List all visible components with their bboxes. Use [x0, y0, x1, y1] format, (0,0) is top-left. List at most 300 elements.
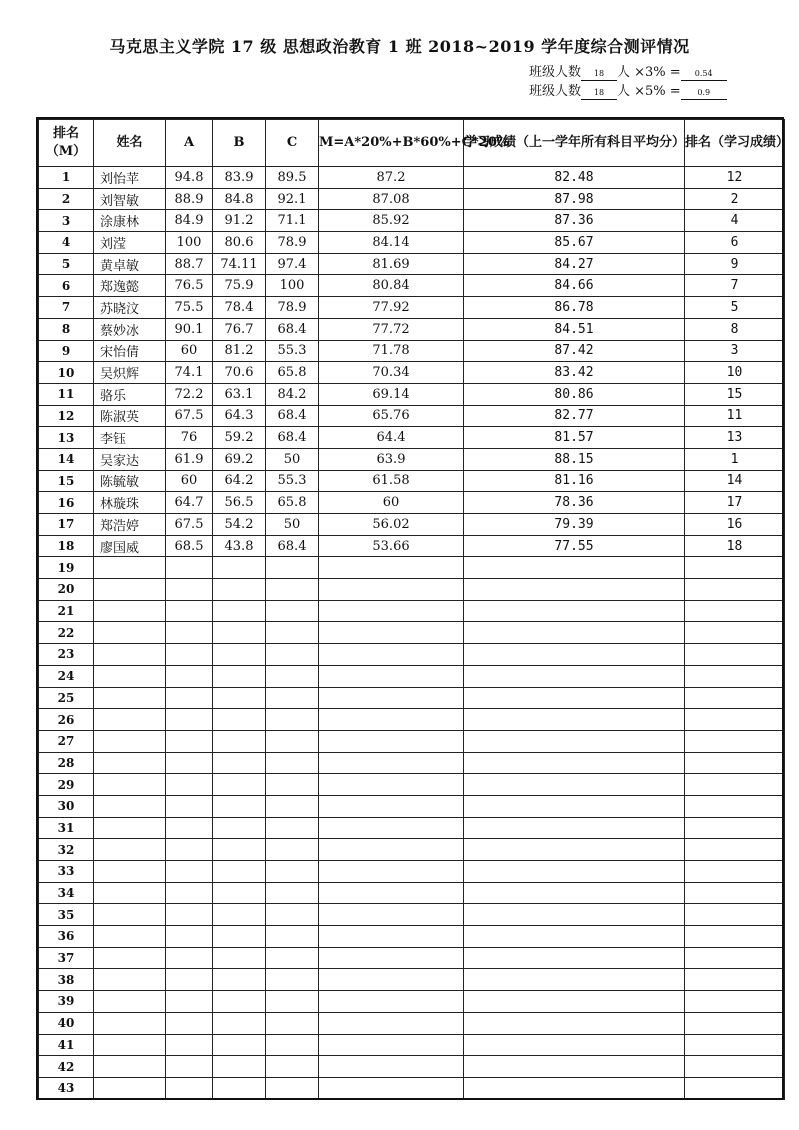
- table-row: [39, 383, 785, 405]
- empty-cell: [94, 752, 166, 774]
- study-rank-cell: 3: [685, 340, 785, 362]
- rank-cell: 20: [39, 579, 94, 601]
- c-cell: 68.4: [266, 427, 319, 449]
- empty-table-row: [39, 839, 785, 861]
- empty-cell: [464, 817, 685, 839]
- study-score-cell: 81.16: [464, 470, 685, 492]
- class-size-blank: 18: [581, 68, 617, 81]
- header-rank-m: 排名（M）: [39, 120, 94, 167]
- empty-table-row: [39, 644, 785, 666]
- empty-cell: [464, 687, 685, 709]
- empty-cell: [685, 795, 785, 817]
- empty-cell: [685, 1056, 785, 1078]
- name-cell: 陈毓敏: [94, 470, 166, 492]
- empty-table-row: [39, 969, 785, 991]
- rank-cell: 2: [39, 188, 94, 210]
- study-score-cell: 77.55: [464, 535, 685, 557]
- b-cell: 80.6: [213, 232, 266, 254]
- empty-cell: [94, 687, 166, 709]
- empty-table-row: [39, 817, 785, 839]
- study-rank-cell: 5: [685, 297, 785, 319]
- empty-cell: [94, 557, 166, 579]
- empty-cell: [685, 991, 785, 1013]
- empty-cell: [266, 1034, 319, 1056]
- name-cell: 廖国威: [94, 535, 166, 557]
- empty-cell: [166, 600, 213, 622]
- empty-table-row: [39, 1012, 785, 1034]
- c-cell: 55.3: [266, 340, 319, 362]
- empty-cell: [213, 926, 266, 948]
- empty-table-row: [39, 1056, 785, 1078]
- empty-cell: [464, 795, 685, 817]
- empty-cell: [166, 644, 213, 666]
- c-cell: 100: [266, 275, 319, 297]
- empty-cell: [319, 752, 464, 774]
- a-cell: 88.7: [166, 253, 213, 275]
- empty-cell: [464, 861, 685, 883]
- table-row: [39, 253, 785, 275]
- rank-cell: 27: [39, 730, 94, 752]
- rank-cell: 16: [39, 492, 94, 514]
- m-cell: 60: [319, 492, 464, 514]
- evaluation-table: [38, 119, 790, 1100]
- b-cell: 83.9: [213, 167, 266, 189]
- empty-cell: [213, 947, 266, 969]
- study-rank-cell: 18: [685, 535, 785, 557]
- empty-table-row: [39, 730, 785, 752]
- formula-prefix: 班级人数: [529, 84, 582, 99]
- rank-cell: 24: [39, 665, 94, 687]
- study-rank-cell: 16: [685, 514, 785, 536]
- empty-table-row: [39, 752, 785, 774]
- empty-cell: [213, 730, 266, 752]
- empty-cell: [464, 709, 685, 731]
- empty-cell: [464, 622, 685, 644]
- m-cell: 80.84: [319, 275, 464, 297]
- empty-cell: [266, 926, 319, 948]
- empty-cell: [213, 752, 266, 774]
- a-cell: 94.8: [166, 167, 213, 189]
- empty-cell: [685, 861, 785, 883]
- c-cell: 71.1: [266, 210, 319, 232]
- empty-cell: [266, 752, 319, 774]
- empty-cell: [464, 579, 685, 601]
- name-cell: 刘智敏: [94, 188, 166, 210]
- empty-cell: [319, 969, 464, 991]
- c-cell: 50: [266, 514, 319, 536]
- rank-cell: 3: [39, 210, 94, 232]
- m-cell: 53.66: [319, 535, 464, 557]
- empty-cell: [464, 1077, 685, 1099]
- rank-cell: 40: [39, 1012, 94, 1034]
- empty-table-row: [39, 991, 785, 1013]
- header-study-score: 学习成绩（上一学年所有科目平均分）: [464, 120, 685, 167]
- empty-cell: [685, 579, 785, 601]
- empty-cell: [266, 817, 319, 839]
- name-cell: 蔡妙冰: [94, 318, 166, 340]
- study-score-cell: 87.36: [464, 210, 685, 232]
- empty-cell: [266, 904, 319, 926]
- m-cell: 69.14: [319, 383, 464, 405]
- a-cell: 74.1: [166, 362, 213, 384]
- empty-cell: [685, 622, 785, 644]
- rank-cell: 39: [39, 991, 94, 1013]
- rank-cell: 42: [39, 1056, 94, 1078]
- empty-cell: [213, 665, 266, 687]
- a-cell: 84.9: [166, 210, 213, 232]
- a-cell: 64.7: [166, 492, 213, 514]
- empty-cell: [166, 752, 213, 774]
- empty-cell: [464, 926, 685, 948]
- name-cell: 吴炽辉: [94, 362, 166, 384]
- a-cell: 76.5: [166, 275, 213, 297]
- rank-cell: 11: [39, 383, 94, 405]
- table-row: [39, 210, 785, 232]
- empty-cell: [213, 882, 266, 904]
- empty-cell: [94, 644, 166, 666]
- empty-cell: [464, 1056, 685, 1078]
- c-cell: 55.3: [266, 470, 319, 492]
- m-cell: 56.02: [319, 514, 464, 536]
- empty-cell: [213, 1077, 266, 1099]
- b-cell: 91.2: [213, 210, 266, 232]
- empty-cell: [319, 687, 464, 709]
- rank-cell: 18: [39, 535, 94, 557]
- empty-table-row: [39, 947, 785, 969]
- empty-cell: [166, 904, 213, 926]
- name-cell: 骆乐: [94, 383, 166, 405]
- a-cell: 76: [166, 427, 213, 449]
- b-cell: 76.7: [213, 318, 266, 340]
- rank-cell: 14: [39, 448, 94, 470]
- empty-cell: [319, 839, 464, 861]
- empty-cell: [685, 687, 785, 709]
- study-score-cell: 87.98: [464, 188, 685, 210]
- empty-cell: [94, 1056, 166, 1078]
- empty-cell: [94, 622, 166, 644]
- empty-cell: [685, 774, 785, 796]
- empty-cell: [213, 644, 266, 666]
- c-cell: 89.5: [266, 167, 319, 189]
- c-cell: 68.4: [266, 535, 319, 557]
- c-cell: 68.4: [266, 318, 319, 340]
- a-cell: 90.1: [166, 318, 213, 340]
- study-rank-cell: 2: [685, 188, 785, 210]
- empty-cell: [685, 1034, 785, 1056]
- name-cell: 郑浩婷: [94, 514, 166, 536]
- empty-cell: [94, 991, 166, 1013]
- a-cell: 67.5: [166, 514, 213, 536]
- empty-cell: [319, 622, 464, 644]
- name-cell: 黄卓敏: [94, 253, 166, 275]
- empty-cell: [266, 709, 319, 731]
- empty-cell: [266, 600, 319, 622]
- empty-cell: [319, 730, 464, 752]
- rank-cell: 1: [39, 167, 94, 189]
- table-row: [39, 470, 785, 492]
- empty-cell: [266, 665, 319, 687]
- empty-table-row: [39, 622, 785, 644]
- empty-cell: [319, 1012, 464, 1034]
- m-cell: 63.9: [319, 448, 464, 470]
- empty-cell: [94, 1077, 166, 1099]
- empty-table-row: [39, 557, 785, 579]
- empty-cell: [685, 709, 785, 731]
- empty-table-row: [39, 882, 785, 904]
- study-score-cell: 82.48: [464, 167, 685, 189]
- study-rank-cell: 6: [685, 232, 785, 254]
- rank-cell: 30: [39, 795, 94, 817]
- empty-cell: [94, 969, 166, 991]
- empty-cell: [266, 969, 319, 991]
- empty-table-row: [39, 926, 785, 948]
- empty-cell: [166, 687, 213, 709]
- c-cell: 68.4: [266, 405, 319, 427]
- b-cell: 59.2: [213, 427, 266, 449]
- empty-cell: [319, 644, 464, 666]
- formula-prefix: 班级人数: [529, 65, 582, 80]
- empty-cell: [464, 991, 685, 1013]
- empty-cell: [685, 947, 785, 969]
- empty-cell: [213, 904, 266, 926]
- empty-cell: [319, 709, 464, 731]
- rank-cell: 21: [39, 600, 94, 622]
- rank-cell: 36: [39, 926, 94, 948]
- empty-cell: [166, 947, 213, 969]
- empty-cell: [685, 644, 785, 666]
- rank-cell: 10: [39, 362, 94, 384]
- empty-cell: [319, 795, 464, 817]
- rank-cell: 26: [39, 709, 94, 731]
- empty-cell: [266, 947, 319, 969]
- b-cell: 54.2: [213, 514, 266, 536]
- study-score-cell: 79.39: [464, 514, 685, 536]
- empty-cell: [213, 709, 266, 731]
- study-rank-cell: 11: [685, 405, 785, 427]
- rank-cell: 31: [39, 817, 94, 839]
- empty-cell: [166, 1034, 213, 1056]
- study-score-cell: 87.42: [464, 340, 685, 362]
- table-row: [39, 535, 785, 557]
- rank-cell: 6: [39, 275, 94, 297]
- formula-row-5-percent: [529, 80, 727, 100]
- empty-table-row: [39, 1077, 785, 1099]
- empty-cell: [94, 600, 166, 622]
- empty-cell: [685, 752, 785, 774]
- empty-cell: [319, 926, 464, 948]
- b-cell: 64.2: [213, 470, 266, 492]
- empty-cell: [685, 926, 785, 948]
- empty-cell: [213, 839, 266, 861]
- empty-cell: [266, 991, 319, 1013]
- empty-cell: [213, 1034, 266, 1056]
- empty-cell: [94, 947, 166, 969]
- b-cell: 56.5: [213, 492, 266, 514]
- empty-cell: [685, 904, 785, 926]
- empty-cell: [266, 861, 319, 883]
- empty-cell: [166, 926, 213, 948]
- b-cell: 84.8: [213, 188, 266, 210]
- empty-cell: [166, 882, 213, 904]
- b-cell: 81.2: [213, 340, 266, 362]
- b-cell: 64.3: [213, 405, 266, 427]
- a-cell: 72.2: [166, 383, 213, 405]
- empty-cell: [685, 1077, 785, 1099]
- empty-cell: [266, 644, 319, 666]
- empty-cell: [464, 904, 685, 926]
- empty-cell: [166, 795, 213, 817]
- empty-cell: [266, 557, 319, 579]
- m-cell: 87.2: [319, 167, 464, 189]
- study-rank-cell: 8: [685, 318, 785, 340]
- empty-cell: [94, 730, 166, 752]
- rank-cell: 43: [39, 1077, 94, 1099]
- empty-cell: [464, 665, 685, 687]
- empty-cell: [213, 774, 266, 796]
- empty-cell: [464, 947, 685, 969]
- empty-cell: [166, 730, 213, 752]
- empty-cell: [464, 730, 685, 752]
- document-title: 马克思主义学院 17 级 思想政治教育 1 班 2018~2019 学年度综合测评情况: [109, 37, 690, 56]
- result-blank: 0.9: [681, 87, 727, 100]
- rank-cell: 32: [39, 839, 94, 861]
- study-rank-cell: 13: [685, 427, 785, 449]
- empty-cell: [213, 991, 266, 1013]
- m-cell: 61.58: [319, 470, 464, 492]
- name-cell: 涂康林: [94, 210, 166, 232]
- m-cell: 85.92: [319, 210, 464, 232]
- empty-cell: [319, 861, 464, 883]
- empty-cell: [319, 1034, 464, 1056]
- rank-cell: 8: [39, 318, 94, 340]
- empty-cell: [266, 882, 319, 904]
- empty-table-row: [39, 665, 785, 687]
- empty-cell: [319, 1077, 464, 1099]
- empty-table-row: [39, 709, 785, 731]
- study-score-cell: 86.78: [464, 297, 685, 319]
- a-cell: 61.9: [166, 448, 213, 470]
- table-row: [39, 232, 785, 254]
- rank-cell: 4: [39, 232, 94, 254]
- study-rank-cell: 9: [685, 253, 785, 275]
- empty-cell: [319, 817, 464, 839]
- rank-cell: 5: [39, 253, 94, 275]
- empty-cell: [464, 882, 685, 904]
- table-row: [39, 427, 785, 449]
- empty-cell: [319, 947, 464, 969]
- empty-cell: [166, 622, 213, 644]
- empty-cell: [213, 1012, 266, 1034]
- study-score-cell: 83.42: [464, 362, 685, 384]
- empty-cell: [266, 795, 319, 817]
- empty-cell: [213, 817, 266, 839]
- rank-cell: 34: [39, 882, 94, 904]
- empty-cell: [319, 600, 464, 622]
- m-cell: 87.08: [319, 188, 464, 210]
- empty-cell: [166, 557, 213, 579]
- empty-table-row: [39, 774, 785, 796]
- table-row: [39, 275, 785, 297]
- study-rank-cell: 17: [685, 492, 785, 514]
- empty-cell: [266, 1077, 319, 1099]
- m-cell: 81.69: [319, 253, 464, 275]
- study-rank-cell: 1: [685, 448, 785, 470]
- empty-cell: [266, 622, 319, 644]
- empty-cell: [166, 1056, 213, 1078]
- empty-table-row: [39, 579, 785, 601]
- empty-cell: [266, 774, 319, 796]
- empty-cell: [166, 774, 213, 796]
- empty-cell: [685, 730, 785, 752]
- empty-cell: [266, 579, 319, 601]
- study-score-cell: 84.27: [464, 253, 685, 275]
- c-cell: 65.8: [266, 362, 319, 384]
- empty-cell: [94, 861, 166, 883]
- empty-cell: [94, 882, 166, 904]
- header-study-rank: 排名（学习成绩）: [685, 120, 785, 167]
- m-cell: 84.14: [319, 232, 464, 254]
- a-cell: 75.5: [166, 297, 213, 319]
- study-score-cell: 88.15: [464, 448, 685, 470]
- empty-cell: [94, 665, 166, 687]
- empty-cell: [166, 665, 213, 687]
- empty-table-row: [39, 795, 785, 817]
- empty-cell: [685, 882, 785, 904]
- empty-cell: [319, 774, 464, 796]
- rank-cell: 15: [39, 470, 94, 492]
- empty-cell: [319, 991, 464, 1013]
- m-cell: 77.72: [319, 318, 464, 340]
- formula-mid: 人 ×5% =: [617, 84, 681, 99]
- empty-cell: [685, 839, 785, 861]
- study-score-cell: 82.77: [464, 405, 685, 427]
- empty-cell: [464, 1034, 685, 1056]
- empty-cell: [94, 926, 166, 948]
- empty-cell: [94, 795, 166, 817]
- empty-cell: [166, 861, 213, 883]
- c-cell: 65.8: [266, 492, 319, 514]
- empty-cell: [266, 1012, 319, 1034]
- empty-cell: [213, 579, 266, 601]
- table-row: [39, 188, 785, 210]
- study-score-cell: 84.66: [464, 275, 685, 297]
- empty-table-row: [39, 1034, 785, 1056]
- empty-cell: [166, 1077, 213, 1099]
- name-cell: 苏晓汶: [94, 297, 166, 319]
- empty-cell: [94, 839, 166, 861]
- b-cell: 75.9: [213, 275, 266, 297]
- b-cell: 63.1: [213, 383, 266, 405]
- empty-cell: [464, 839, 685, 861]
- c-cell: 78.9: [266, 297, 319, 319]
- rank-cell: 12: [39, 405, 94, 427]
- empty-cell: [213, 969, 266, 991]
- a-cell: 67.5: [166, 405, 213, 427]
- study-score-cell: 85.67: [464, 232, 685, 254]
- table-header-row: [39, 120, 785, 167]
- m-cell: 65.76: [319, 405, 464, 427]
- a-cell: 60: [166, 470, 213, 492]
- a-cell: 68.5: [166, 535, 213, 557]
- rank-cell: 17: [39, 514, 94, 536]
- empty-cell: [166, 969, 213, 991]
- empty-table-row: [39, 904, 785, 926]
- empty-cell: [213, 861, 266, 883]
- rank-cell: 25: [39, 687, 94, 709]
- empty-cell: [213, 795, 266, 817]
- empty-cell: [266, 730, 319, 752]
- empty-cell: [464, 1012, 685, 1034]
